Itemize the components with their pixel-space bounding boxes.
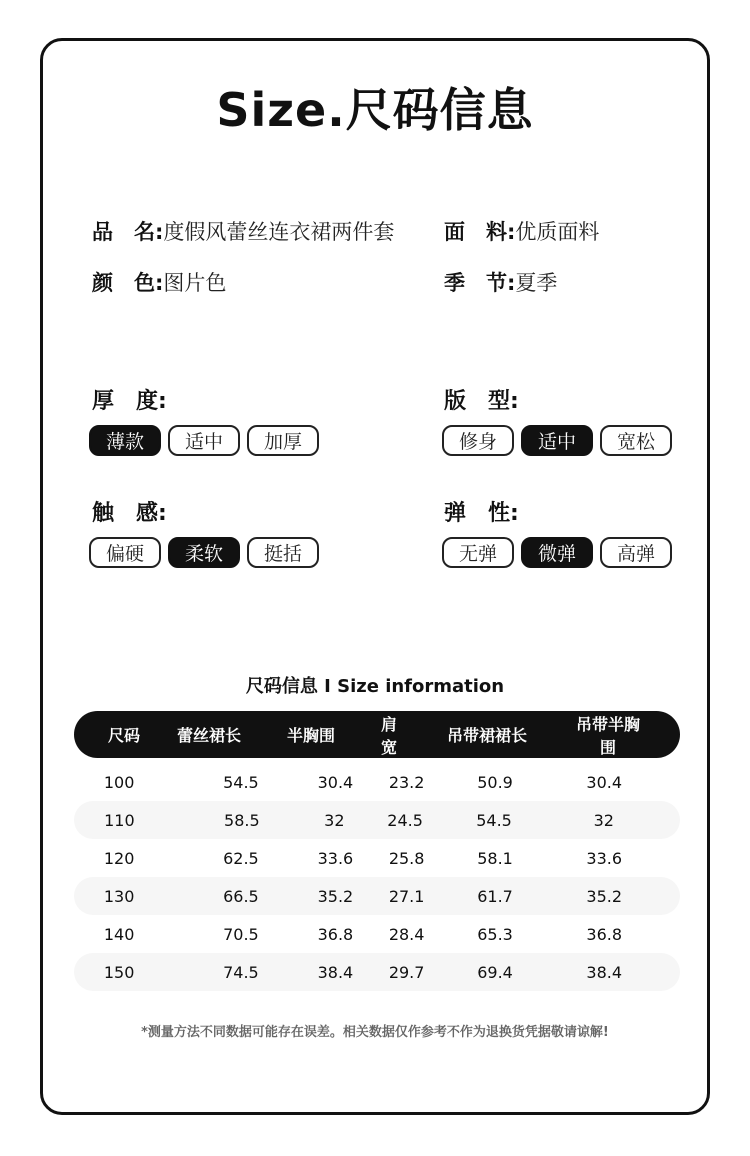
elasticity-option-high: 高弹	[600, 537, 672, 568]
color-line	[92, 267, 226, 297]
season-value: 夏季	[515, 271, 558, 295]
cell-slip-bust: 36.8	[586, 924, 623, 944]
table-row	[74, 839, 680, 877]
cell-half-bust: 33.6	[317, 848, 354, 868]
size-table-body	[74, 763, 680, 991]
thickness-label: 厚 度:	[92, 389, 167, 414]
measurement-disclaimer: *测量方法不同数据可能存在误差。相关数据仅作参考不作为退换货凭据敬请谅解!	[141, 1025, 609, 1040]
cell-shoulder: 27.1	[388, 886, 425, 906]
page-title: Size.尺码信息	[216, 83, 534, 137]
table-row	[74, 915, 680, 953]
size-table-title: 尺码信息 I Size information	[245, 676, 505, 697]
cell-size: 110	[104, 810, 135, 830]
touch-label: 触 感:	[92, 501, 167, 526]
product-name-label: 品 名:	[92, 220, 164, 244]
thickness-options	[89, 425, 319, 456]
cell-lace-length: 62.5	[223, 848, 259, 868]
cell-slip-length: 54.5	[476, 810, 512, 830]
touch-options	[89, 537, 319, 568]
cell-slip-bust: 30.4	[586, 772, 623, 792]
header-half-bust: 半胸围	[286, 726, 335, 745]
cell-slip-bust: 32	[593, 810, 614, 830]
fit-options	[442, 425, 672, 456]
season-line	[444, 267, 557, 297]
fit-option-loose: 宽松	[600, 425, 672, 456]
thickness-option-thin: 薄款	[89, 425, 161, 456]
cell-lace-length: 70.5	[223, 924, 259, 944]
color-label: 颜 色:	[92, 271, 164, 295]
cell-half-bust: 32	[324, 810, 345, 830]
touch-option-hard: 偏硬	[89, 537, 161, 568]
cell-lace-length: 66.5	[223, 886, 259, 906]
thickness-option-medium: 适中	[168, 425, 240, 456]
cell-size: 130	[103, 886, 135, 906]
fabric-line	[444, 216, 599, 246]
cell-slip-length: 65.3	[477, 924, 513, 944]
cell-shoulder: 25.8	[388, 848, 425, 868]
cell-size: 140	[103, 924, 135, 944]
cell-shoulder: 28.4	[388, 924, 425, 944]
cell-lace-length: 58.5	[224, 810, 260, 830]
product-name-line	[92, 216, 394, 246]
touch-option-soft: 柔软	[168, 537, 240, 568]
cell-slip-length: 69.4	[477, 962, 513, 982]
thickness-option-thick: 加厚	[247, 425, 319, 456]
cell-shoulder: 23.2	[388, 772, 425, 792]
cell-size: 100	[103, 772, 135, 792]
fabric-label: 面 料:	[444, 220, 516, 244]
cell-slip-length: 50.9	[477, 772, 513, 792]
cell-size: 150	[103, 962, 135, 982]
elasticity-label: 弹 性:	[444, 501, 519, 526]
product-name-value: 度假风蕾丝连衣裙两件套	[163, 220, 395, 244]
header-slip-length: 吊带裙裙长	[446, 726, 527, 745]
cell-slip-bust: 33.6	[586, 848, 623, 868]
fit-option-regular: 适中	[521, 425, 593, 456]
cell-shoulder: 24.5	[387, 810, 423, 830]
header-size: 尺码	[107, 726, 140, 745]
cell-half-bust: 35.2	[317, 886, 354, 906]
cell-slip-length: 61.7	[477, 886, 513, 906]
size-table-header	[74, 711, 680, 758]
color-value: 图片色	[163, 271, 227, 295]
table-row	[74, 763, 680, 801]
cell-lace-length: 74.5	[223, 962, 259, 982]
season-label: 季 节:	[444, 271, 516, 295]
table-row	[74, 877, 680, 915]
header-slip-bust: 吊带半胸围	[575, 714, 640, 757]
cell-slip-length: 58.1	[477, 848, 513, 868]
fit-label: 版 型:	[444, 389, 519, 414]
header-lace-length: 蕾丝裙长	[176, 726, 241, 745]
fit-option-slim: 修身	[442, 425, 514, 456]
cell-half-bust: 30.4	[317, 772, 354, 792]
cell-slip-bust: 35.2	[586, 886, 623, 906]
touch-option-stiff: 挺括	[247, 537, 319, 568]
cell-size: 120	[103, 848, 135, 868]
cell-lace-length: 54.5	[223, 772, 259, 792]
cell-shoulder: 29.7	[388, 962, 425, 982]
elasticity-option-slight: 微弹	[521, 537, 593, 568]
header-shoulder: 肩宽	[380, 714, 397, 757]
cell-half-bust: 36.8	[317, 924, 354, 944]
elasticity-options	[442, 537, 672, 568]
cell-slip-bust: 38.4	[586, 962, 623, 982]
table-row	[74, 953, 680, 991]
cell-half-bust: 38.4	[317, 962, 354, 982]
fabric-value: 优质面料	[515, 220, 600, 244]
table-row	[74, 801, 680, 839]
elasticity-option-none: 无弹	[442, 537, 514, 568]
